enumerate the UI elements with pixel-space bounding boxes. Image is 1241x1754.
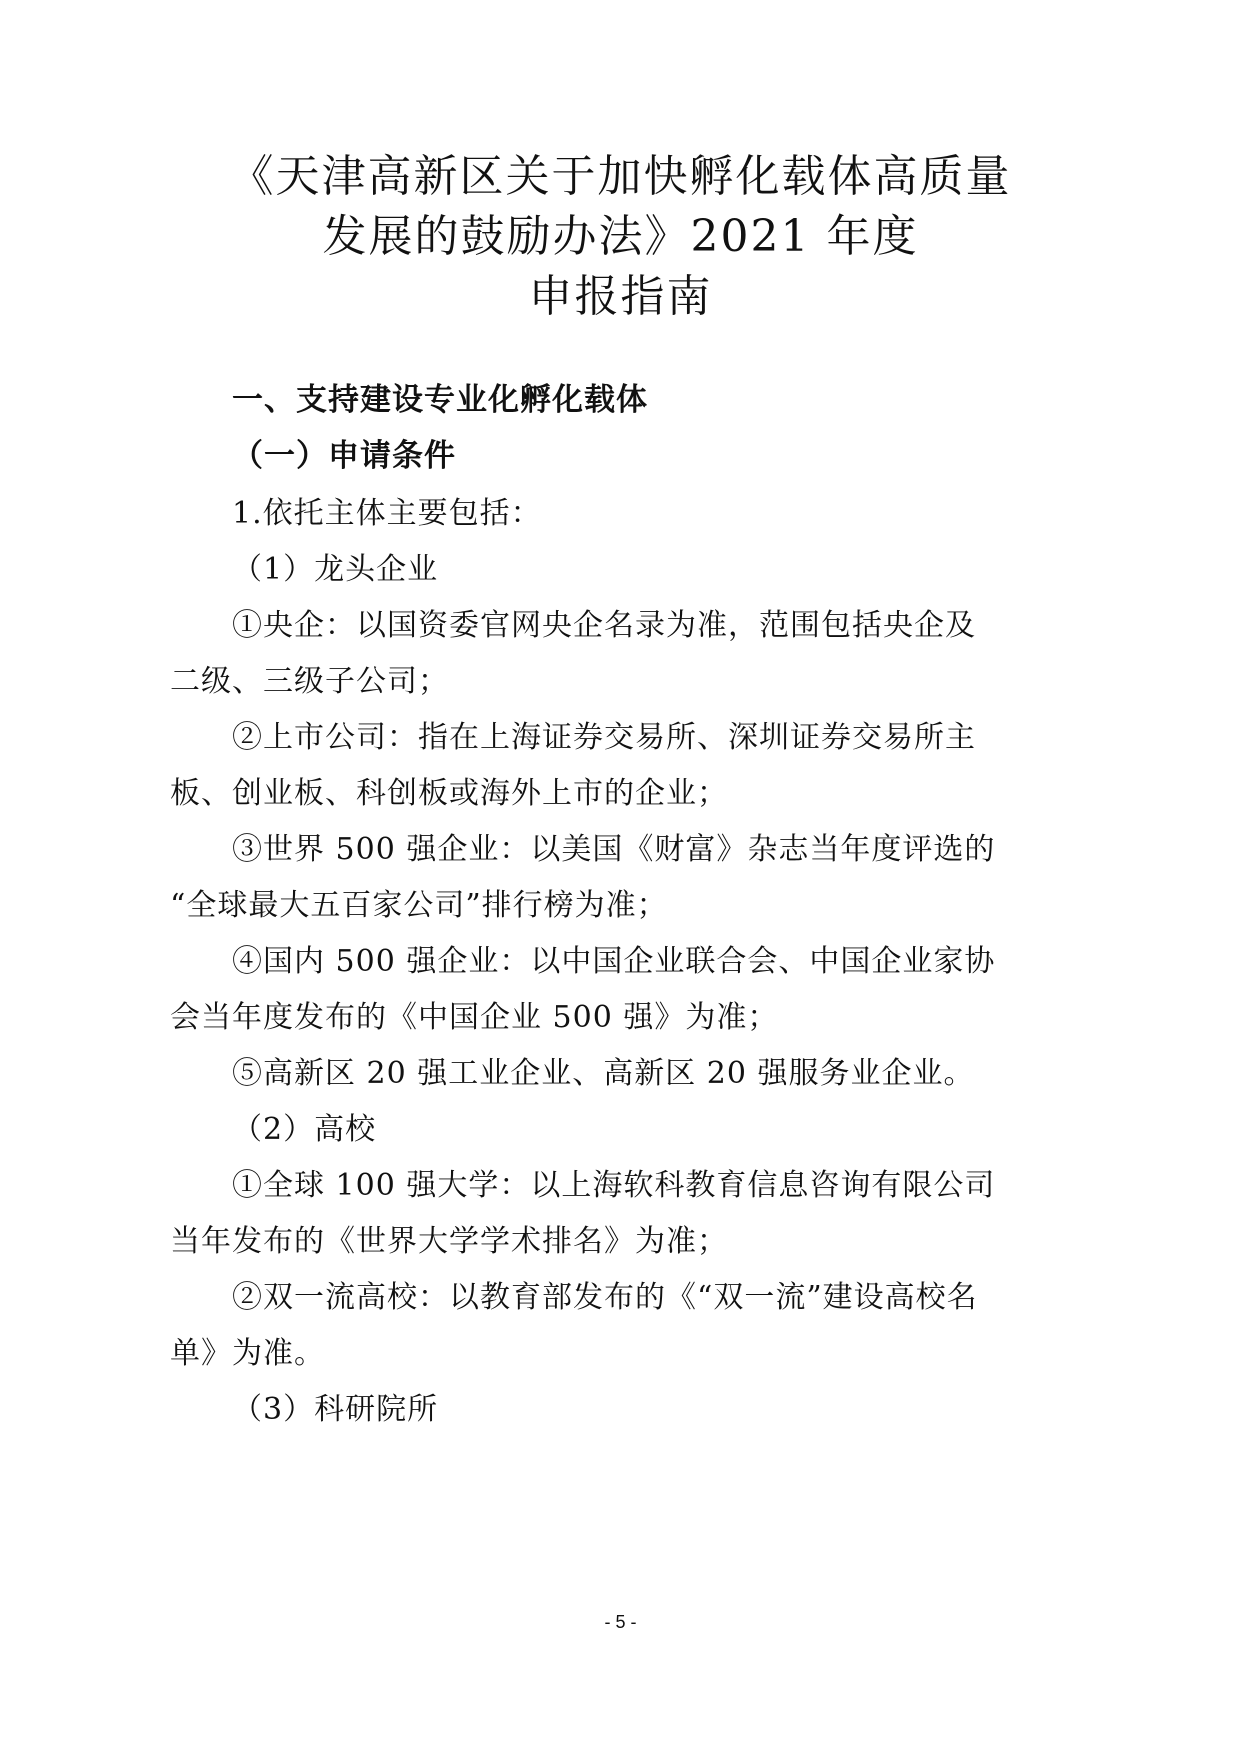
sub-item-1: （1）龙头企业 [232,552,439,587]
paragraph-7-line-1: ②双一流高校：以教育部发布的《“双一流”建设高校名 [232,1280,978,1315]
paragraph-6-line-1: ①全球 100 强大学：以上海软科教育信息咨询有限公司 [232,1168,996,1203]
paragraph-4-line-1: ④国内 500 强企业：以中国企业联合会、中国企业家协 [232,944,996,979]
subsection-heading: （一）申请条件 [232,438,456,474]
title-line-1: 《天津高新区关于加快孵化载体高质量 [229,151,1012,202]
paragraph-7-line-2: 单》为准。 [170,1336,325,1371]
paragraph-2-line-1: ②上市公司：指在上海证券交易所、深圳证券交易所主 [232,720,976,755]
sub-item-3: （3）科研院所 [232,1392,439,1427]
paragraph-1-line-2: 二级、三级子公司； [170,664,449,699]
sub-item-2: （2）高校 [232,1112,377,1147]
title-line-2: 发展的鼓励办法》2021 年度 [322,211,919,262]
item-1: 1.依托主体主要包括： [232,496,542,531]
paragraph-3-line-2: “全球最大五百家公司”排行榜为准； [170,888,668,923]
paragraph-4-line-2: 会当年度发布的《中国企业 500 强》为准； [170,1000,779,1035]
title-line-3: 申报指南 [528,271,713,322]
paragraph-2-line-2: 板、创业板、科创板或海外上市的企业； [170,776,728,811]
paragraph-3-line-1: ③世界 500 强企业：以美国《财富》杂志当年度评选的 [232,832,996,867]
paragraph-1-line-1: ①央企：以国资委官网央企名录为准，范围包括央企及 [232,608,976,643]
paragraph-6-line-2: 当年发布的《世界大学学术排名》为准； [170,1224,728,1259]
section-heading: 一、支持建设专业化孵化载体 [232,382,648,418]
page-number: - 5 - [604,1612,637,1632]
paragraph-5-line-1: ⑤高新区 20 强工业企业、高新区 20 强服务业企业。 [232,1056,975,1091]
